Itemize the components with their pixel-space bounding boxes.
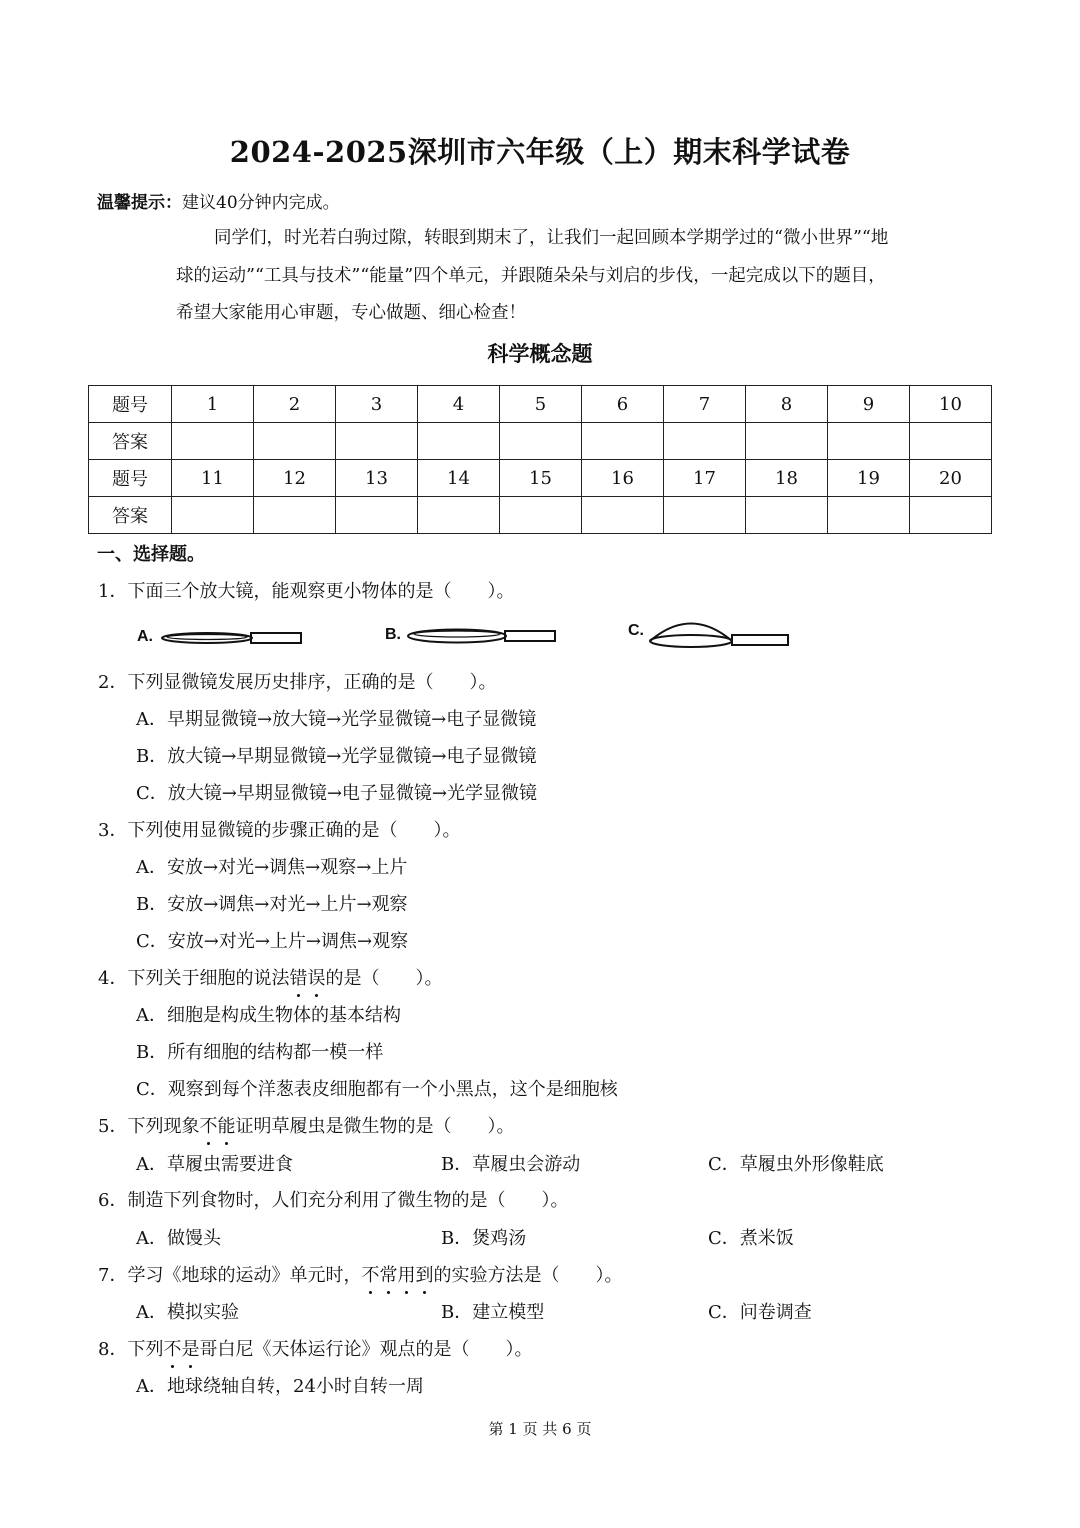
answer-row — [89, 497, 992, 534]
answer-cell[interactable] — [746, 497, 828, 534]
question-text: 的实验方法是（ ）。 — [433, 1265, 623, 1286]
number-cell: 5 — [500, 386, 582, 423]
row-label: 答案 — [89, 423, 172, 460]
answer-cell[interactable] — [910, 497, 992, 534]
number-cell: 1 — [172, 386, 254, 423]
option-a: A．地球绕轴自转，24小时自转一周 — [136, 1376, 424, 1397]
answer-cell[interactable] — [582, 423, 664, 460]
answer-cell[interactable] — [746, 423, 828, 460]
question-1: 1．下面三个放大镜，能观察更小物体的是（ ）。 — [98, 581, 515, 602]
number-cell: 6 — [582, 386, 664, 423]
number-row — [89, 460, 992, 497]
answer-cell[interactable] — [828, 497, 910, 534]
question-text: 5．下列现象 — [98, 1116, 200, 1137]
option-b: B．草履虫会游动 — [441, 1154, 581, 1175]
number-cell: 18 — [746, 460, 828, 497]
question-4 — [98, 964, 442, 990]
question-3: 3．下列使用显微镜的步骤正确的是（ ）。 — [98, 820, 461, 841]
emphasis-char: 常 — [379, 1261, 397, 1287]
number-cell: 10 — [910, 386, 992, 423]
intro-line: 球的运动”“工具与技术”“能量”四个单元，并跟随朵朵与刘启的步伐，一起完成以下的题目， — [176, 265, 886, 286]
answer-cell[interactable] — [664, 423, 746, 460]
answer-cell[interactable] — [910, 423, 992, 460]
emphasis-char: 错 — [289, 964, 307, 990]
row-label: 题号 — [89, 460, 172, 497]
number-cell: 19 — [828, 460, 910, 497]
number-cell: 20 — [910, 460, 992, 497]
emphasis-char: 能 — [217, 1112, 235, 1138]
answer-cell[interactable] — [664, 497, 746, 534]
question-5 — [98, 1112, 514, 1138]
row-label: 题号 — [89, 386, 172, 423]
intro-line: 同学们，时光若白驹过隙，转眼到期末了，让我们一起回顾本学期学过的“微小世界”“地 — [214, 228, 889, 248]
number-cell: 11 — [172, 460, 254, 497]
answer-cell[interactable] — [172, 497, 254, 534]
answer-cell[interactable] — [828, 423, 910, 460]
emphasis-char: 误 — [307, 964, 325, 990]
number-cell: 3 — [336, 386, 418, 423]
number-cell: 17 — [664, 460, 746, 497]
tip-label: 温馨提示： — [97, 193, 182, 213]
answer-cell[interactable] — [336, 497, 418, 534]
answer-cell[interactable] — [500, 423, 582, 460]
emphasis-char: 用 — [397, 1261, 415, 1287]
intro-line: 希望大家能用心审题，专心做题、细心检查！ — [176, 303, 526, 323]
section-title: 科学概念题 — [487, 341, 593, 366]
number-cell: 14 — [418, 460, 500, 497]
page-title: 2024-2025深圳市六年级（上）期末科学试卷 — [229, 135, 851, 169]
option-b: B．煲鸡汤 — [441, 1228, 527, 1249]
option-a: A．安放→对光→调焦→观察→上片 — [136, 857, 408, 878]
number-cell: 12 — [254, 460, 336, 497]
option-c: C．煮米饭 — [708, 1228, 794, 1249]
question-text: 8．下列 — [98, 1339, 164, 1360]
option-c: C．安放→对光→上片→调焦→观察 — [136, 931, 409, 952]
row-label: 答案 — [89, 497, 172, 534]
answer-cell[interactable] — [418, 497, 500, 534]
number-cell: 2 — [254, 386, 336, 423]
number-cell: 8 — [746, 386, 828, 423]
answer-cell[interactable] — [254, 497, 336, 534]
convex-lens-icon — [646, 614, 821, 654]
part-title: 一、选择题。 — [97, 544, 205, 565]
option-c: C．问卷调查 — [708, 1302, 812, 1323]
option-a: A．模拟实验 — [136, 1302, 239, 1323]
tip-text: 建议40分钟内完成。 — [182, 193, 340, 213]
emphasis-char: 是 — [181, 1335, 199, 1361]
medium-lens-icon — [405, 616, 580, 656]
answer-cell[interactable] — [500, 497, 582, 534]
question-text: 7．学习《地球的运动》单元时， — [98, 1265, 362, 1286]
number-cell: 7 — [664, 386, 746, 423]
answer-row — [89, 423, 992, 460]
question-7 — [98, 1261, 622, 1287]
number-cell: 9 — [828, 386, 910, 423]
number-row — [89, 386, 992, 423]
emphasis-char: 不 — [163, 1335, 181, 1361]
emphasis-char: 不 — [361, 1261, 379, 1287]
option-b: B．安放→调焦→对光→上片→观察 — [136, 894, 408, 915]
option-b: B．放大镜→早期显微镜→光学显微镜→电子显微镜 — [136, 746, 537, 767]
option-a: A．早期显微镜→放大镜→光学显微镜→电子显微镜 — [136, 709, 537, 730]
question-text: 哥白尼《天体运行论》观点的是（ ）。 — [199, 1339, 533, 1360]
option-b: B．所有细胞的结构都一模一样 — [136, 1042, 384, 1063]
answer-cell[interactable] — [172, 423, 254, 460]
question-text: 的是（ ）。 — [325, 968, 443, 989]
option-c: C．草履虫外形像鞋底 — [708, 1154, 884, 1175]
answer-cell[interactable] — [418, 423, 500, 460]
option-c: C．观察到每个洋葱表皮细胞都有一个小黑点，这个是细胞核 — [136, 1079, 618, 1100]
emphasis-char: 不 — [199, 1112, 217, 1138]
answer-table — [88, 385, 992, 534]
number-cell: 16 — [582, 460, 664, 497]
option-a: A．做馒头 — [136, 1228, 221, 1249]
answer-cell[interactable] — [336, 423, 418, 460]
emphasis-char: 到 — [415, 1261, 433, 1287]
question-text: 证明草履虫是微生物的是（ ）。 — [235, 1116, 515, 1137]
question-2: 2．下列显微镜发展历史排序，正确的是（ ）。 — [98, 672, 497, 693]
option-a: A．细胞是构成生物体的基本结构 — [136, 1005, 401, 1026]
option-label: A. — [137, 628, 153, 645]
number-cell: 4 — [418, 386, 500, 423]
question-8 — [98, 1335, 532, 1361]
page-footer: 第 1 页 共 6 页 — [488, 1420, 592, 1438]
intro-paragraph — [176, 220, 988, 333]
option-label: B. — [385, 626, 401, 643]
option-label: C. — [628, 622, 644, 639]
question-6: 6．制造下列食物时，人们充分利用了微生物的是（ ）。 — [98, 1190, 569, 1211]
answer-cell[interactable] — [254, 423, 336, 460]
number-cell: 15 — [500, 460, 582, 497]
question-text: 4．下列关于细胞的说法 — [98, 968, 290, 989]
tip — [97, 188, 340, 213]
flat-lens-icon — [159, 618, 334, 658]
option-a: A．草履虫需要进食 — [136, 1154, 293, 1175]
option-b: B．建立模型 — [441, 1302, 545, 1323]
number-cell: 13 — [336, 460, 418, 497]
option-c: C．放大镜→早期显微镜→电子显微镜→光学显微镜 — [136, 783, 538, 804]
answer-cell[interactable] — [582, 497, 664, 534]
